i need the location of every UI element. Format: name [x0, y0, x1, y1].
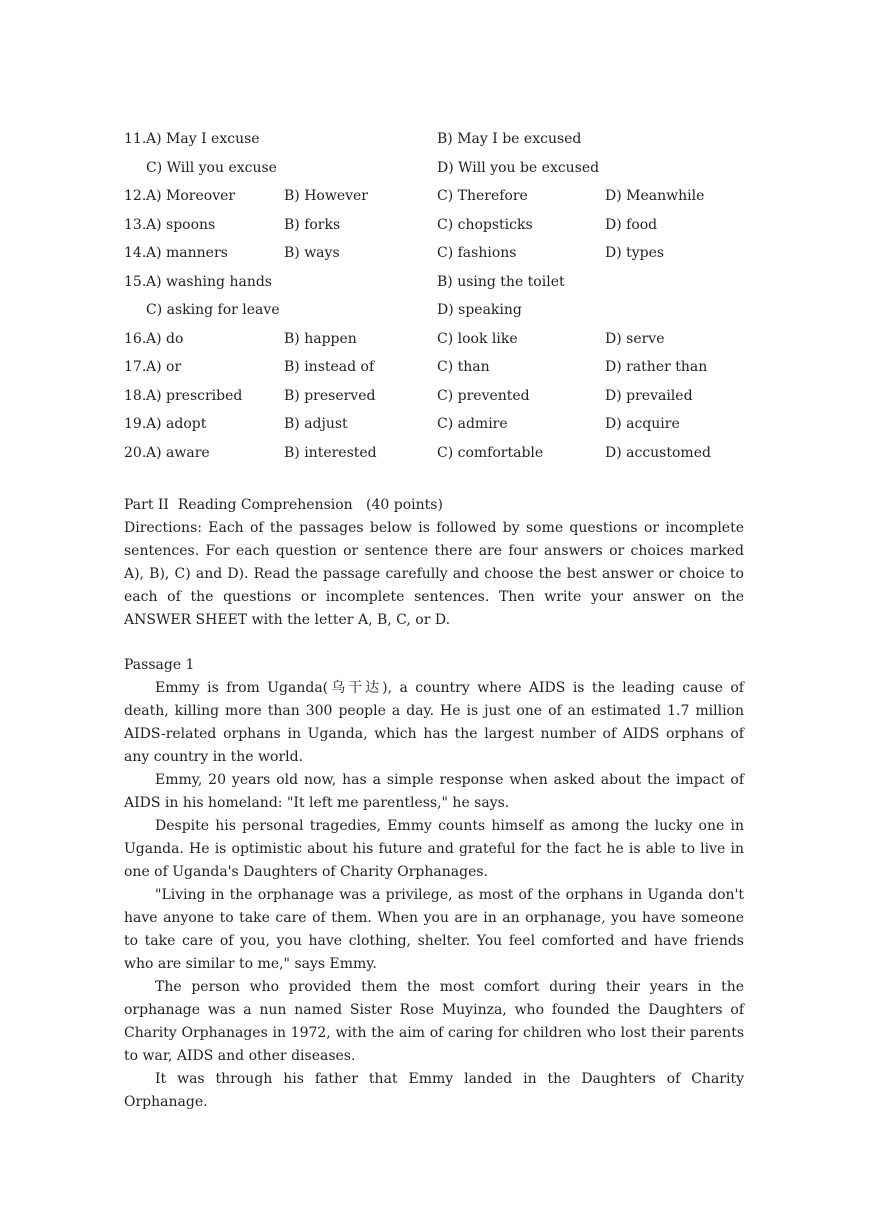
question-number: 12.: [124, 188, 147, 204]
option-d: D) Meanwhile: [605, 188, 705, 204]
option-b: B) interested: [284, 444, 377, 461]
option-b: B) forks: [284, 216, 341, 233]
option-b: B) adjust: [284, 416, 348, 432]
option-c: C) admire: [437, 416, 508, 432]
passage-paragraph: "Living in the orphanage was a privilege, as most of the orphans in Uganda don't have anyone to take care of them. When you are in an orphanage, you have someone to take care of you, you have clothing, shelter. You feel comforted and have friends who are similar to me," says Emmy.: [124, 887, 744, 972]
question-number: 20.: [124, 444, 147, 461]
question-number: 16.: [124, 330, 147, 347]
option-b: B) instead of: [284, 359, 375, 375]
option-d: D) Will you be excused: [437, 159, 600, 176]
option-d: D) rather than: [605, 359, 708, 375]
option-c: C) look like: [437, 330, 518, 347]
question-list: [124, 125, 744, 467]
option-b: B) May I be excused: [437, 131, 582, 147]
passage-paragraph: Emmy, 20 years old now, has a simple response when asked about the impact of AIDS in his homeland: "It left me parentless," he says.: [124, 772, 744, 811]
option-b: B) happen: [284, 330, 357, 347]
option-d: D) prevailed: [605, 387, 693, 404]
option-c: C) comfortable: [437, 444, 544, 461]
passage-1-title: Passage 1: [124, 657, 195, 673]
question-number: 19.: [124, 416, 147, 432]
exam-page: [124, 125, 744, 1114]
passage-paragraph: The person who provided them the most comfort during their years in the orphanage was a nun named Sister Rose Muyinza, who founded the Daughters of Charity Orphanages in 1972, with the aim of caring for children who lost their parents to war, AIDS and other diseases.: [124, 979, 744, 1064]
option-c: C) Will you excuse: [146, 159, 277, 176]
question-16-row: [124, 325, 744, 354]
option-c: C) Therefore: [437, 188, 528, 204]
question-number: 17.: [124, 359, 147, 375]
option-a: A) aware: [146, 444, 210, 461]
option-d: D) types: [605, 245, 665, 261]
option-a: A) do: [146, 330, 184, 347]
question-14-row: [124, 239, 744, 268]
question-11-row-1: [124, 125, 744, 154]
question-20-row: [124, 439, 744, 468]
question-number: 13.: [124, 216, 147, 233]
option-d: D) accustomed: [605, 444, 711, 461]
passage-1-body: [124, 677, 744, 1114]
passage-paragraph: Emmy is from Uganda(乌干达), a country where AIDS is the leading cause of death, killing more than 300 people a day. He is just one of an estimated 1.7 million AIDS-related orphans in Uganda, which has the largest number of AIDS orphans of any country in the world.: [124, 680, 744, 765]
directions-text: Directions: Each of the passages below is followed by some questions or incomplete sentences. For each question or sentence there are four answers or choices marked A), B), C) and D). Read the passage carefully and choose the best answer or choice to each of the questions or incomplete sentences. Then write your answer on the ANSWER SHEET with the letter A, B, C, or D.: [124, 520, 744, 628]
option-a: A) or: [146, 359, 182, 375]
question-number: 18.: [124, 387, 147, 404]
option-a: A) prescribed: [146, 387, 243, 404]
option-a: A) Moreover: [146, 188, 236, 204]
option-b: B) using the toilet: [437, 273, 565, 290]
option-d: D) acquire: [605, 416, 680, 432]
part-2-title: Part II Reading Comprehension (40 points): [124, 497, 443, 513]
passage-paragraph: Despite his personal tragedies, Emmy counts himself as among the lucky one in Uganda. He is optimistic about his future and grateful for the fact he is able to live in one of Uganda's Daughters of Charity Orphanages.: [124, 818, 744, 880]
question-number: 14.: [124, 245, 147, 261]
option-c: C) than: [437, 359, 490, 375]
question-11-row-2: [124, 154, 744, 183]
option-c: C) fashions: [437, 245, 517, 261]
question-18-row: [124, 382, 744, 411]
option-a: A) May I excuse: [146, 131, 260, 147]
question-number: 11.: [124, 131, 147, 147]
option-a: A) manners: [146, 245, 228, 261]
question-12-row: [124, 182, 744, 211]
option-a: A) adopt: [146, 416, 207, 432]
option-c: C) prevented: [437, 387, 530, 404]
question-17-row: [124, 353, 744, 382]
question-15-row-1: [124, 268, 744, 297]
passage-paragraph: It was through his father that Emmy landed in the Daughters of Charity Orphanage.: [124, 1071, 744, 1110]
option-b: B) However: [284, 188, 368, 204]
option-c: C) asking for leave: [146, 302, 280, 318]
option-d: D) speaking: [437, 302, 522, 318]
question-19-row: [124, 410, 744, 439]
option-d: D) serve: [605, 330, 665, 347]
option-b: B) preserved: [284, 387, 376, 404]
question-number: 15.: [124, 273, 147, 290]
option-c: C) chopsticks: [437, 216, 533, 233]
option-a: A) spoons: [146, 216, 216, 233]
question-13-row: [124, 211, 744, 240]
option-d: D) food: [605, 216, 658, 233]
option-a: A) washing hands: [146, 273, 272, 290]
option-b: B) ways: [284, 245, 340, 261]
question-15-row-2: [124, 296, 744, 325]
